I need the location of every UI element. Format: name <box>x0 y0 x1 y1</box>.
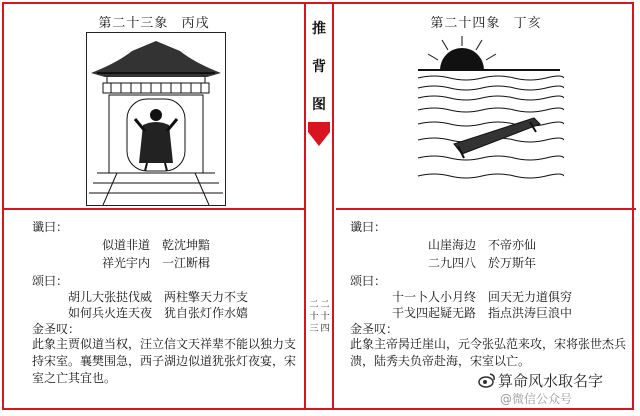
spine-page-right-1: 二 <box>320 300 330 310</box>
left-song-line-1: 胡儿大张挞伐威 两柱擎天力不支 <box>68 290 249 304</box>
right-jin-label: 金圣叹： <box>350 322 399 336</box>
right-song-line-2: 干戈四起疑无路 指点洪涛巨浪中 <box>392 306 573 320</box>
left-chen-label: 谶曰： <box>32 220 69 234</box>
left-chen-line-2: 祥光宇内 一江断楫 <box>102 256 211 270</box>
right-divider <box>336 208 636 210</box>
left-chen-line-1: 似道非道 乾沈坤黯 <box>102 238 211 252</box>
spine-title-char-1: 推 <box>312 21 326 37</box>
left-title-text: 第二十三象 <box>98 16 169 31</box>
spine-page-left-1: 二 <box>309 300 319 310</box>
book-spine <box>304 4 334 408</box>
left-commentary: 此象主贾似道当权，汪立信文天祥辈不能以独力支持宋室。襄樊围急，西子湖边似道犹张灯夜宴，宋室之亡其宜也。 <box>32 337 297 385</box>
left-song-line-2: 如何兵火连天夜 犹自张灯作水嬉 <box>68 306 249 320</box>
spine-red-chevron <box>308 132 330 146</box>
right-chen-label: 谶曰： <box>350 220 387 234</box>
right-title-tag: 丁亥 <box>513 16 542 31</box>
watermark-handle: @微信公众号 <box>500 392 573 406</box>
weibo-logo-icon <box>478 372 496 388</box>
right-chen-line-2: 二九四八 於万斯年 <box>428 256 537 270</box>
right-song-line-1: 十一卜人小月终 回天无力道俱穷 <box>392 290 573 304</box>
right-commentary: 此象主帝昺迁崖山，元令张弘范来攻，宋将张世杰兵溃，陆秀夫负帝赴海，宋室以亡。 <box>350 337 627 368</box>
spine-page-right-3: 四 <box>320 324 330 334</box>
spine-page-left-3: 三 <box>309 324 319 334</box>
left-jin-label: 金圣叹： <box>32 322 81 336</box>
right-title-text: 第二十四象 <box>430 16 501 31</box>
spine-red-band <box>308 122 330 132</box>
left-song-label: 颂曰： <box>32 274 69 288</box>
left-title-tag: 丙戌 <box>181 16 210 31</box>
right-page-title <box>336 12 636 31</box>
right-chen-line-1: 山崖海边 不帝亦仙 <box>428 238 537 252</box>
spine-page-left-2: 十 <box>309 312 319 322</box>
left-divider <box>4 208 304 210</box>
left-page <box>4 4 304 408</box>
spine-title-char-2: 背 <box>312 59 326 75</box>
right-song-label: 颂曰： <box>350 274 387 288</box>
pavilion-figure-illustration <box>86 32 226 206</box>
right-page <box>336 4 636 408</box>
sea-sunset-boat-illustration <box>414 32 564 192</box>
spine-page-right-2: 十 <box>320 312 330 322</box>
left-page-title <box>4 12 304 31</box>
spine-title-char-3: 图 <box>312 97 326 113</box>
watermark-name: 算命风水取名字 <box>498 372 604 390</box>
